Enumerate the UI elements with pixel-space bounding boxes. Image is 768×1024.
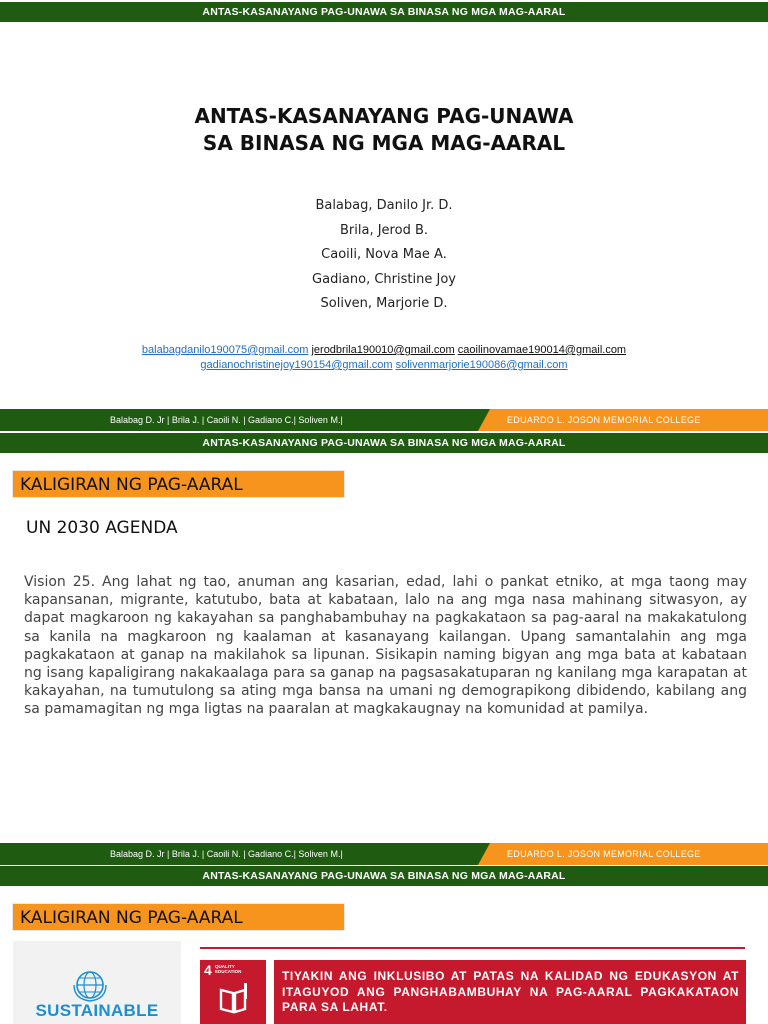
email-link[interactable]: gadianochristinejoy190154@gmail.com [200, 359, 393, 371]
footer-college: EDUARDO L. JOSON MEMORIAL COLLEGE [507, 415, 701, 425]
page-title [0, 103, 768, 157]
author-name: Gadiano, Christine Joy [312, 271, 456, 287]
sdg-number: 4 [204, 962, 212, 978]
slide-footer [0, 409, 768, 431]
footer-authors: Balabag D. Jr | Brila J. | Caoili N. | Gadiano C.| Soliven M.| [110, 849, 343, 859]
header-banner: ANTAS-KASANAYANG PAG-UNAWA SA BINASA NG MGA MAG-AARAL [0, 433, 768, 453]
header-banner: ANTAS-KASANAYANG PAG-UNAWA SA BINASA NG MGA MAG-AARAL [0, 2, 768, 22]
title-line-2: SA BINASA NG MGA MAG-AARAL [202, 131, 566, 155]
sdg-divider [200, 947, 745, 949]
footer-authors: Balabag D. Jr | Brila J. | Caoili N. | Gadiano C.| Soliven M.| [110, 415, 343, 425]
email-link[interactable]: solivenmarjorie190086@gmail.com [395, 359, 568, 371]
author-name: Soliven, Marjorie D. [320, 296, 448, 311]
email-link[interactable]: balabagdanilo190075@gmail.com [141, 344, 309, 356]
footer-college: EDUARDO L. JOSON MEMORIAL COLLEGE [507, 849, 701, 859]
sdg4-banner [274, 960, 746, 1024]
sdg4-tile [200, 960, 266, 1024]
title-line-1: ANTAS-KASANAYANG PAG-UNAWA [194, 104, 574, 128]
un-emblem-icon [70, 967, 110, 1007]
author-name: Caoili, Nova Mae A. [321, 247, 447, 262]
email-list [0, 343, 768, 373]
sdg4-description: TIYAKIN ANG INKLUSIBO AT PATAS NA KALIDAD NG EDUKASYON AT ITAGUYOD ANG PANGHABAMBUHAY NA PAG-AARAL PAGKAKATAON PARA SA LAHAT. [282, 969, 739, 1014]
email-link[interactable]: caoilinovamae190014@gmail.com [457, 344, 627, 356]
sdg-tile-label: QUALITY EDUCATION [215, 964, 242, 974]
author-list [0, 194, 768, 317]
email-link[interactable]: jerodbrila190010@gmail.com [311, 344, 455, 356]
header-banner: ANTAS-KASANAYANG PAG-UNAWA SA BINASA NG MGA MAG-AARAL [0, 866, 768, 886]
section-heading: KALIGIRAN NG PAG-AARAL [12, 903, 345, 931]
slide-footer [0, 843, 768, 865]
author-name: Balabag, Danilo Jr. D. [315, 198, 453, 213]
agenda-subtitle: UN 2030 AGENDA [26, 518, 178, 538]
section-heading: KALIGIRAN NG PAG-AARAL [12, 470, 345, 498]
author-name: Brila, Jerod B. [340, 222, 428, 238]
sustainable-label: SUSTAINABLE [35, 1001, 159, 1020]
vision-paragraph: Vision 25. Ang lahat ng tao, anuman ang kasarian, edad, lahi o pankat etniko, at mga taong may kapansanan, migrante, katutubo, bata at kabataan, lalo na ang mga nasa mahinang sitwasyon, ay dapat magkaroon ng kakayahan sa panghabambuhay na pagkakataon sa pag-aaral na makakatulong sa kanila na magkaroon ng kaalaman at kasanayang kailangan. Upang samantalahin ang mga pagkakataon at ganap na makilahok sa lipunan. Sisikapin naming bigyan ang mga bata at kabataan ng isang kapaligirang nakakaalaga para sa ganap na pagsasakatuparan ng kanilang mga karapatan at kakayahan, na tumutulong sa ating mga bansa na umani ng demograpikong dibidendo, kabilang ang sa pamamagitan ng mga ligtas na paaralan at magkakaugnay na komunidad at pamilya. [24, 574, 747, 718]
book-pencil-icon [218, 982, 250, 1018]
